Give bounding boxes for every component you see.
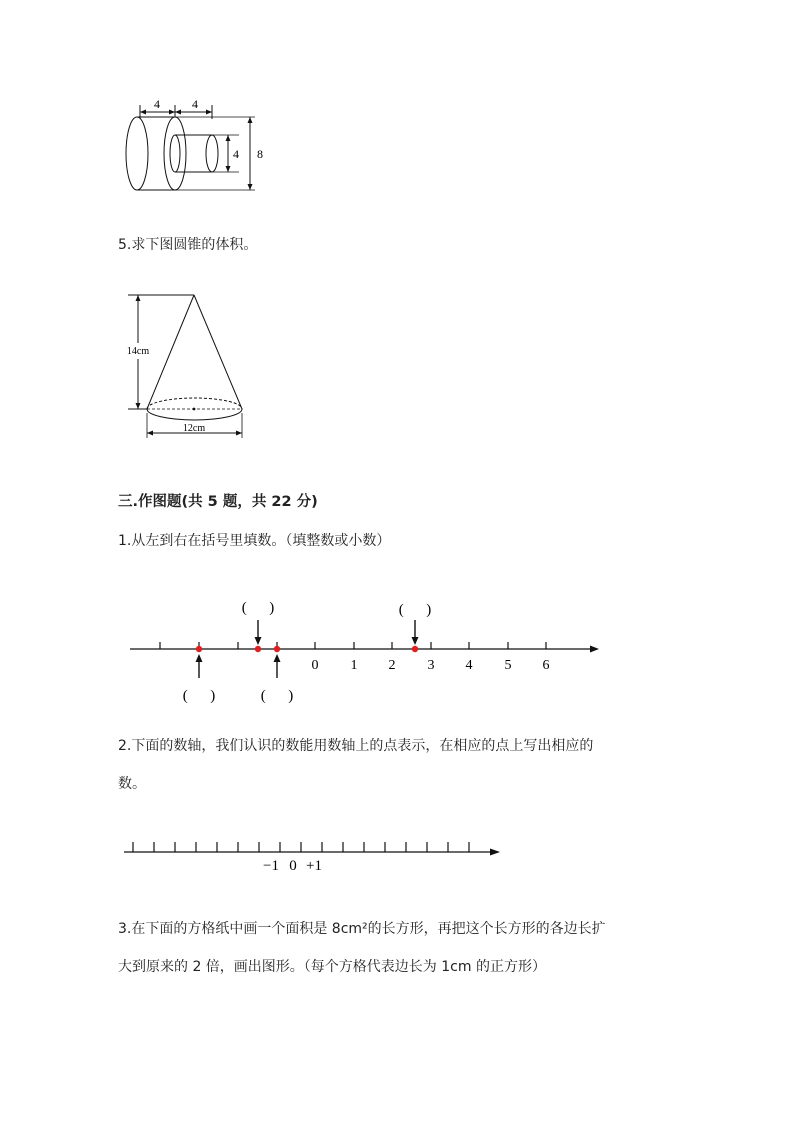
problem-3-text [118, 910, 606, 986]
problem-3-line-2: 大到原来的 2 倍，画出图形。（每个方格代表边长为 1cm 的正方形） [118, 959, 546, 975]
dim-inner-height: 4 [233, 147, 239, 161]
dim-left-width: 4 [154, 97, 160, 111]
nl1-label-6: 6 [542, 658, 550, 673]
nl1-label-4: 4 [465, 658, 473, 673]
problem-2-line-1: 2.下面的数轴，我们认识的数能用数轴上的点表示，在相应的点上写出相应的 [118, 738, 594, 754]
cylinder-figure [115, 95, 275, 195]
nl2-label-zero: 0 [289, 858, 297, 874]
nl1-blank-bottom-2: ( ) [260, 688, 294, 704]
cone-height-label: 14cm [126, 346, 150, 357]
problem-2-line-2: 数。 [118, 776, 146, 792]
nl2-label-plus-one: +1 [306, 858, 322, 874]
nl2-label-minus-one: −1 [263, 858, 279, 874]
problem-3-line-1: 3.在下面的方格纸中画一个面积是 8cm²的长方形，再把这个长方形的各边长扩 [118, 921, 606, 937]
dim-outer-height: 8 [257, 147, 263, 161]
cone-figure [118, 288, 258, 443]
nl1-blank-top-2: ( ) [398, 602, 432, 618]
number-line-2 [120, 830, 510, 880]
dim-right-width: 4 [192, 97, 198, 111]
section-3-title: 三.作图题(共 5 题，共 22 分) [118, 494, 318, 510]
nl1-blank-bottom-1: ( ) [182, 688, 216, 704]
nl1-label-3: 3 [427, 658, 435, 673]
nl1-blank-top-1: ( ) [241, 600, 275, 616]
nl1-label-0: 0 [311, 658, 319, 673]
problem-2-text [118, 727, 593, 803]
problem-1-text: 1.从左到右在括号里填数。（填整数或小数） [118, 533, 391, 549]
nl1-point-c [274, 646, 280, 652]
nl1-label-5: 5 [504, 658, 512, 673]
nl1-point-a [196, 646, 202, 652]
nl1-point-d [412, 646, 418, 652]
nl1-label-1: 1 [350, 658, 358, 673]
question-5-text: 5.求下图圆锥的体积。 [118, 237, 258, 253]
nl1-point-b [255, 646, 261, 652]
cone-diameter-label: 12cm [182, 423, 206, 434]
nl1-label-2: 2 [388, 658, 396, 673]
number-line-1 [125, 590, 605, 710]
